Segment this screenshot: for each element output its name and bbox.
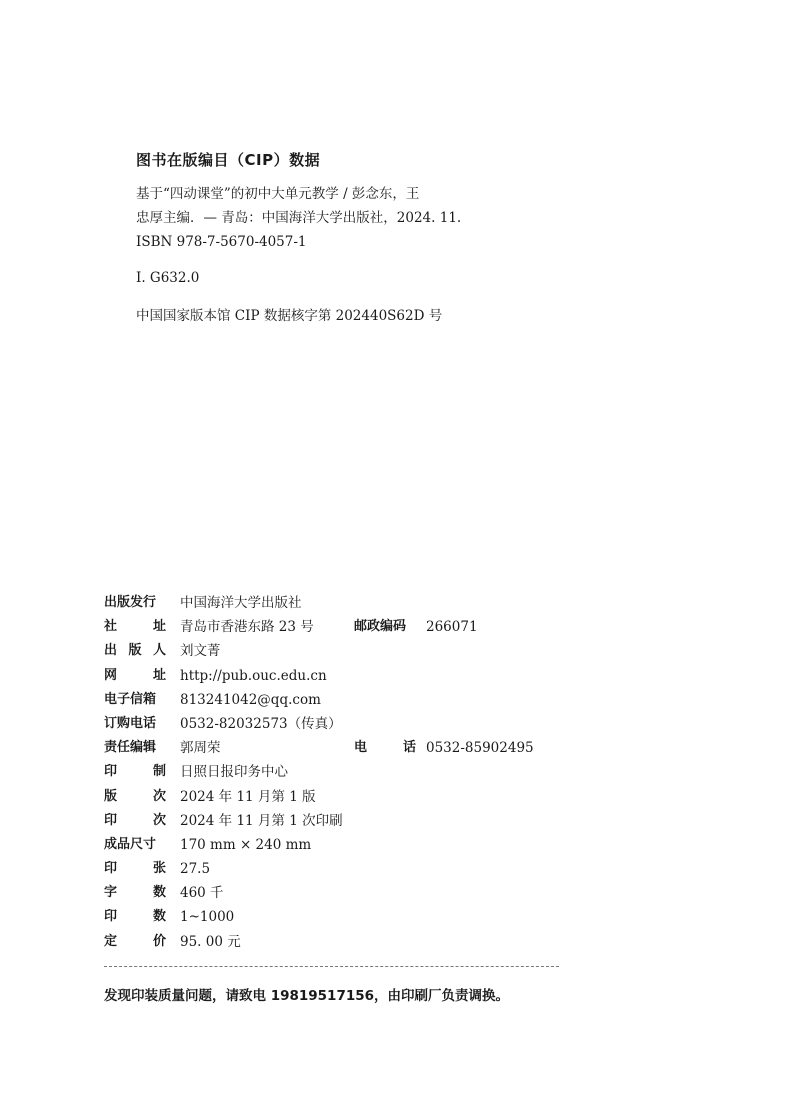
issuer-value: 刘文菁	[180, 643, 221, 660]
issuer-label: 出 版 人	[104, 643, 166, 659]
website-label: 网 址	[104, 667, 166, 683]
info-row-email	[104, 688, 564, 712]
postcode-value: 266071	[426, 619, 478, 636]
cip-line-2: 忠厚主编．— 青岛：中国海洋大学出版社，2024. 11.	[136, 210, 462, 226]
info-row-price	[104, 930, 564, 954]
info-row-size	[104, 833, 564, 857]
quality-notice: 发现印装质量问题，请致电 19819517156，由印刷厂负责调换。	[104, 988, 510, 1004]
editor-label: 责任编辑	[104, 740, 157, 756]
edition-value: 2024 年 11 月第 1 版	[180, 788, 316, 805]
publication-info-table	[104, 591, 564, 954]
cip-line-3: ISBN 978-7-5670-4057-1	[136, 234, 307, 250]
address-label: 社 址	[104, 619, 166, 635]
dashed-divider	[104, 966, 559, 967]
website-value: http://pub.ouc.edu.cn	[180, 667, 327, 684]
info-row-words	[104, 881, 564, 905]
email-value: 813241042@qq.com	[180, 691, 321, 708]
postcode-label: 邮政编码	[354, 619, 407, 635]
phone-value: 0532-85902495	[426, 740, 534, 757]
order-value: 0532-82032573（传真）	[180, 715, 342, 732]
email-label: 电子信箱	[104, 691, 157, 707]
printer-label: 印 制	[104, 764, 166, 780]
sheets-label: 印 张	[104, 861, 166, 877]
info-row-printer	[104, 760, 564, 784]
info-row-address	[104, 615, 564, 639]
info-row-impression	[104, 809, 564, 833]
cip-block	[136, 150, 556, 326]
cip-classification: Ⅰ. G632.0	[136, 270, 200, 286]
impression-label: 印 次	[104, 812, 166, 828]
address-value: 青岛市香港东路 23 号	[180, 619, 314, 636]
order-label: 订购电话	[104, 715, 157, 731]
printer-value: 日照日报印务中心	[180, 764, 288, 781]
price-value: 95. 00 元	[180, 933, 241, 950]
info-row-website	[104, 664, 564, 688]
cip-record-number: 中国国家版本馆 CIP 数据核字第 202440S62D 号	[136, 308, 443, 324]
info-row-issuer	[104, 639, 564, 663]
info-row-order	[104, 712, 564, 736]
sheets-value: 27.5	[180, 861, 211, 878]
copies-label: 印 数	[104, 909, 166, 925]
publisher-label: 出版发行	[104, 595, 157, 610]
words-label: 字 数	[104, 885, 166, 901]
publisher-value: 中国海洋大学出版社	[180, 595, 302, 611]
phone-label: 电 话	[354, 740, 416, 756]
copies-value: 1~1000	[180, 909, 235, 926]
size-label: 成品尺寸	[104, 836, 157, 852]
editor-value: 郭周荣	[180, 740, 221, 757]
size-value: 170 mm × 240 mm	[180, 836, 312, 853]
cip-line-1: 基于“四动课堂”的初中大单元教学 / 彭念东，王	[136, 186, 420, 202]
info-row-publisher	[104, 591, 564, 615]
info-row-sheets	[104, 857, 564, 881]
cip-title: 图书在版编目（CIP）数据	[136, 151, 321, 169]
info-row-editor	[104, 736, 564, 760]
info-row-copies	[104, 905, 564, 929]
price-label: 定 价	[104, 933, 166, 949]
impression-value: 2024 年 11 月第 1 次印刷	[180, 812, 343, 829]
info-row-edition	[104, 785, 564, 809]
words-value: 460 千	[180, 885, 224, 902]
edition-label: 版 次	[104, 788, 166, 804]
